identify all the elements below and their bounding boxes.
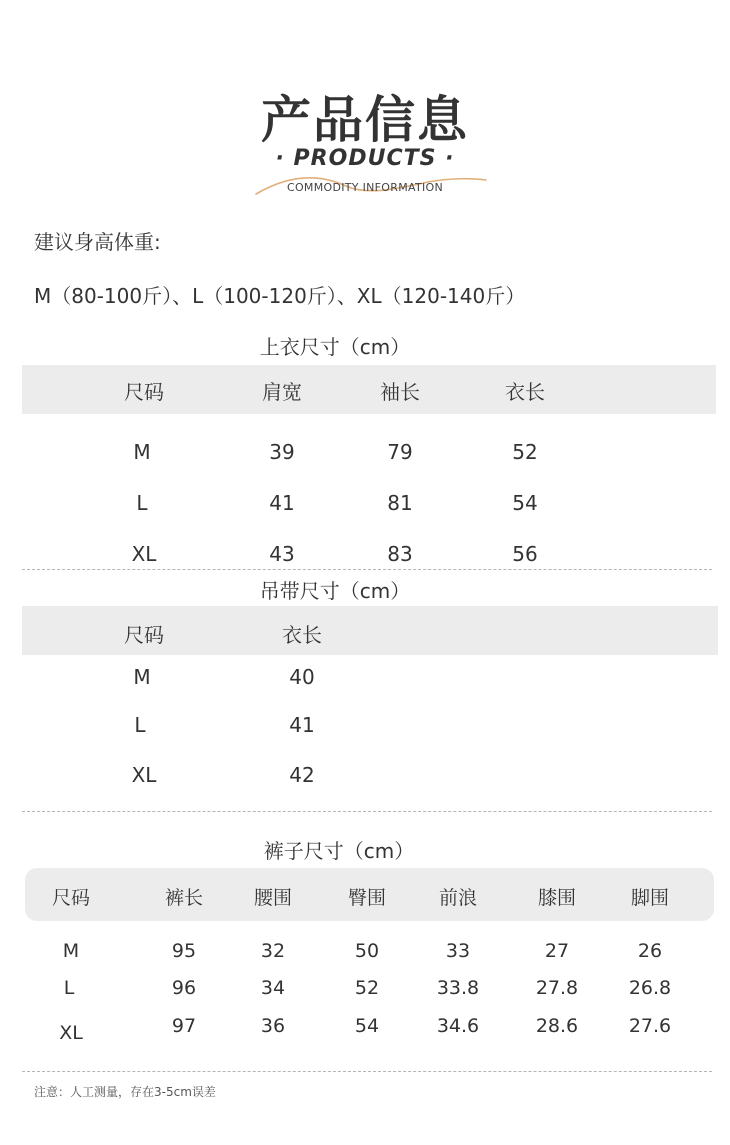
table-cell: M — [133, 665, 151, 689]
page-title: 产品信息 — [261, 91, 469, 149]
divider — [22, 569, 712, 570]
pants-table-title: 裤子尺寸（cm） — [263, 839, 415, 863]
table-cell: 34 — [260, 977, 286, 999]
table-cell: L — [136, 491, 148, 515]
table-cell: 43 — [269, 542, 295, 566]
divider — [22, 1071, 712, 1072]
table-cell: M — [133, 440, 151, 464]
page-caption: COMMODITY INFORMATION — [286, 181, 444, 194]
table-cell: L — [134, 713, 146, 737]
table-cell: 54 — [512, 491, 538, 515]
table-cell: 40 — [289, 665, 315, 689]
pants-header-cell: 脚围 — [630, 887, 669, 909]
pants-header-cell: 腰围 — [253, 887, 292, 909]
top-table-title: 上衣尺寸（cm） — [259, 335, 411, 359]
table-cell: 27.6 — [628, 1015, 672, 1037]
table-cell: 83 — [387, 542, 413, 566]
table-cell: 54 — [354, 1015, 380, 1037]
top-header-cell: 肩宽 — [262, 380, 302, 404]
table-cell: 34.6 — [436, 1015, 480, 1037]
table-cell: 26.8 — [628, 977, 672, 999]
table-cell: L — [63, 977, 75, 999]
table-cell: 41 — [289, 713, 315, 737]
pants-header-cell: 膝围 — [537, 887, 576, 909]
divider — [22, 811, 712, 812]
top-header-cell: 衣长 — [505, 380, 545, 404]
top-header-cell: 袖长 — [380, 380, 420, 404]
pants-header-cell: 臀围 — [347, 887, 386, 909]
recommend-label: 建议身高体重: — [34, 230, 161, 254]
table-cell: 97 — [171, 1015, 197, 1037]
table-cell: XL — [131, 542, 157, 566]
table-cell: 41 — [269, 491, 295, 515]
table-cell: 33.8 — [436, 977, 480, 999]
table-cell: 50 — [354, 940, 380, 962]
pants-header-cell: 前浪 — [438, 887, 477, 909]
table-cell: 26 — [637, 940, 663, 962]
table-cell: 95 — [171, 940, 197, 962]
table-cell: 36 — [260, 1015, 286, 1037]
table-cell: 33 — [445, 940, 471, 962]
top-header-cell: 尺码 — [124, 380, 164, 404]
recommend-text: M（80-100斤）、L（100-120斤）、XL（120-140斤） — [34, 284, 526, 308]
table-cell: 79 — [387, 440, 413, 464]
pants-header-cell: 尺码 — [51, 887, 90, 909]
table-cell: 39 — [269, 440, 295, 464]
pants-header-cell: 裤长 — [164, 887, 203, 909]
table-cell: 28.6 — [535, 1015, 579, 1037]
table-cell: 52 — [512, 440, 538, 464]
table-cell: 42 — [289, 763, 315, 787]
cami-header-cell: 衣长 — [282, 623, 322, 647]
page-subtitle: · PRODUCTS · — [275, 146, 455, 171]
table-cell: 52 — [354, 977, 380, 999]
table-cell: XL — [59, 1022, 83, 1044]
cami-table-title: 吊带尺寸（cm） — [259, 579, 411, 603]
table-cell: 32 — [260, 940, 286, 962]
table-cell: 81 — [387, 491, 413, 515]
measurement-note: 注意：人工测量，存在3-5cm误差 — [34, 1085, 216, 1099]
cami-header-cell: 尺码 — [124, 623, 164, 647]
table-cell: 27.8 — [535, 977, 579, 999]
table-cell: M — [62, 940, 80, 962]
table-cell: 56 — [512, 542, 538, 566]
table-cell: XL — [131, 763, 157, 787]
table-cell: 27 — [544, 940, 570, 962]
table-cell: 96 — [171, 977, 197, 999]
